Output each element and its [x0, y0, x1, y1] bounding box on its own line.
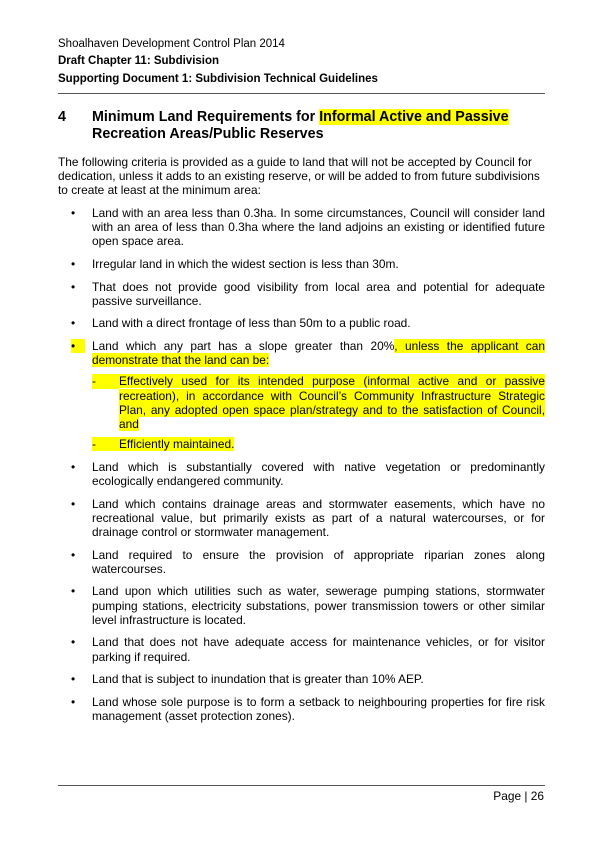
list-item	[58, 635, 545, 663]
list-item-text: Land which contains drainage areas and stormwater easements, which have no recreational value, but primarily exists as part of a natural watercourses, or for drainage control or stormwater management.	[92, 496, 545, 539]
header-chapter: Draft Chapter 11: Subdivision	[58, 55, 220, 67]
sub-list-item-text: Efficiently maintained.	[119, 437, 235, 452]
list-item-text: Land that does not have adequate access for maintenance vehicles, or for visitor parking if required.	[92, 635, 545, 664]
list-item-text: Land that is subject to inundation that is greater than 10% AEP.	[92, 672, 424, 687]
bullet-icon: •	[71, 459, 76, 474]
bullet-icon: •	[71, 339, 85, 353]
footer-rule	[58, 785, 545, 786]
section-title-line2: Recreation Areas/Public Reserves	[92, 126, 324, 142]
bullet-icon: •	[71, 279, 76, 294]
bullet-icon: •	[71, 584, 76, 599]
list-item-slope	[58, 339, 545, 451]
bullet-icon: •	[71, 496, 76, 511]
sub-list-item	[92, 374, 545, 431]
list-item-text: Land with an area less than 0.3ha. In some circumstances, Council will consider land with an area of less than 0.3ha where the land adjoins an existing or identified future open space area.	[92, 206, 545, 249]
list-item-text: Land upon which utilities such as water, sewerage pumping stations, stormwater pumping stations, electricity substations, power transmission towers or other similar level infrastructure is located.	[92, 584, 545, 627]
section-heading	[58, 109, 545, 143]
intro-paragraph: The following criteria is provided as a guide to land that will not be accepted by Council for dedication, unless it adds to an existing reserve, or will be added to from future subdivisions to create at least at the minimum area:	[58, 155, 540, 198]
section-title	[92, 109, 545, 143]
bullet-icon: •	[71, 316, 76, 331]
list-item	[58, 460, 545, 488]
header-rule	[58, 93, 545, 94]
sub-list-item-text: Effectively used for its intended purpose (informal active and or passive recreation), in accordance with Council’s Community Infrastructure Strategic Plan, any adopted open space plan/strategy and to the satisfaction of Council, and	[119, 374, 545, 431]
list-item	[58, 695, 545, 723]
bullet-icon: •	[71, 694, 76, 709]
sub-list-item	[92, 437, 545, 451]
list-item	[58, 257, 545, 271]
sub-list	[92, 374, 545, 451]
header-plan-title: Shoalhaven Development Control Plan 2014	[58, 38, 285, 50]
list-item	[58, 548, 545, 576]
list-item-text: Irregular land in which the widest section is less than 30m.	[92, 257, 399, 271]
section-title-plain: Minimum Land Requirements for	[92, 109, 320, 125]
list-item	[58, 497, 545, 540]
list-item-text: Land which any part has a slope greater than 20%	[92, 338, 395, 353]
list-item-text: Land required to ensure the provision of appropriate riparian zones along watercourses.	[92, 547, 545, 576]
list-item-text: Land with a direct frontage of less than 50m to a public road.	[92, 316, 411, 331]
section-title-highlight: Informal Active and Passive	[319, 109, 509, 125]
page-number: Page | 26	[493, 789, 544, 803]
bullet-icon: •	[71, 257, 76, 271]
list-item	[58, 584, 545, 627]
list-item	[58, 206, 545, 249]
header-supporting-doc: Supporting Document 1: Subdivision Technical Guidelines	[58, 73, 378, 85]
list-item-text: That does not provide good visibility from local area and potential for adequate passive surveillance.	[92, 279, 545, 308]
dash-icon: -	[92, 374, 119, 388]
list-item-text: Land whose sole purpose is to form a setback to neighbouring properties for fire risk management (asset protection zones).	[92, 694, 545, 723]
list-item	[58, 316, 545, 330]
bullet-icon: •	[71, 206, 76, 220]
criteria-list	[58, 206, 545, 732]
bullet-icon: •	[71, 672, 76, 687]
bullet-icon: •	[71, 635, 76, 650]
list-item	[58, 672, 545, 686]
list-item-highlight: , unless the applicant can demonstrate that the land can be:	[92, 338, 545, 368]
dash-icon: -	[92, 437, 119, 451]
section-number: 4	[58, 109, 66, 125]
bullet-icon: •	[71, 547, 76, 562]
list-item-text: Land which is substantially covered with native vegetation or predominantly ecologically endangered community.	[92, 459, 545, 488]
list-item	[58, 280, 545, 308]
